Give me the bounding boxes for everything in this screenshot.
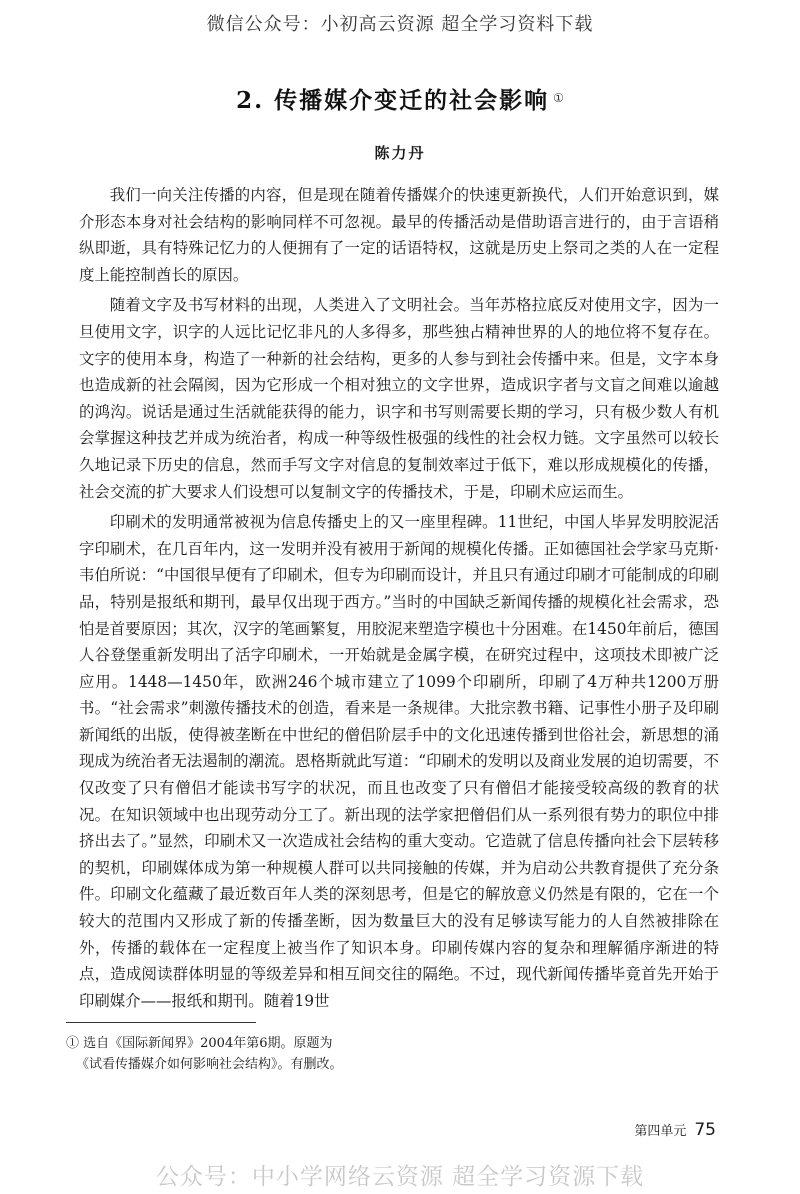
paragraph: 随着文字及书写材料的出现，人类进入了文明社会。当年苏格拉底反对使用文字，因为一旦使用文字，识字的人远比记忆非凡的人多得多，那些独占精神世界的人的地位将不复存在。文字的使用本身，构造了一种新的社会结构，更多的人参与到社会传播中来。但是，文字本身也造成新的社会隔阂，因为它形成一个相对独立的文字世界，造成识字者与文盲之间难以逾越的鸿沟。说话是通过生活就能获得的能力，识字和书写则需要长期的学习，只有极少数人有机会掌握这种技艺并成为统治者，构成一种等级性极强的线性的社会权力链。文字虽然可以较长久地记录下历史的信息，然而手写文字对信息的复制效率过于低下，难以形成规模化的传播，社会交流的扩大要求人们设想可以复制文字的传播技术，于是，印刷术应运而生。 [79,296,719,501]
top-banner: 微信公众号：小初高云资源 超全学习资料下载 [206,14,594,35]
page-number: 75 [694,1120,716,1140]
paragraph: 我们一向关注传播的内容，但是现在随着传播媒介的快速更新换代，人们开始意识到，媒介形态本身对社会结构的影响同样不可忽视。最早的传播活动是借助语言进行的，由于言语稍纵即逝，具有特殊记忆力的人便拥有了一定的话语特权，这就是历史上祭司之类的人在一定程度上能控制酋长的原因。 [79,186,719,284]
footnote-line: 《试看传播媒介如何影响社会结构》。有删改。 [76,1057,343,1072]
page-footer [634,1120,716,1140]
bottom-watermark: 公众号：中小学网络云资源 超全学习资源下载 [155,1164,645,1190]
footnote-divider [66,1022,256,1023]
title-footnote-marker: ① [553,90,564,105]
author: 陈力丹 [374,144,426,162]
article-title: 2. 传播媒介变迁的社会影响 [236,87,550,114]
title-block [0,82,800,115]
footnote-line: ① 选自《国际新闻界》2004年第6期。原题为 [66,1036,333,1051]
paragraph: 印刷术的发明通常被视为信息传播史上的又一座里程碑。11世纪，中国人毕昇发明胶泥活字印刷术，在几百年内，这一发明并没有被用于新闻的规模化传播。正如德国社会学家马克斯·韦伯所说：“中国很早便有了印刷术，但专为印刷而设计，并且只有通过印刷才可能制成的印刷品，特别是报纸和期刊，最早仅出现于西方。”当时的中国缺乏新闻传播的规模化社会需求，恐怕是首要原因；其次，汉字的笔画繁复，用胶泥来塑造字模也十分困难。在1450年前后，德国人谷登堡重新发明出了活字印刷术，一开始就是金属字模，在研究过程中，这项技术即被广泛应用。1448—1450年，欧洲246个城市建立了1099个印刷所，印刷了4万种共1200万册书。“社会需求”刺激传播技术的创造，看来是一条规律。大批宗教书籍、记事性小册子及印刷新闻纸的出版，使得被垄断在中世纪的僧侣阶层手中的文化迅速传播到世俗社会，新思想的涌现成为统治者无法遏制的潮流。恩格斯就此写道：“印刷术的发明以及商业发展的迫切需要，不仅改变了只有僧侣才能读书写字的状况，而且也改变了只有僧侣才能接受较高级的教育的状况。在知识领域中也出现劳动分工了。新出现的法学家把僧侣们从一系列很有势力的职位中排挤出去了。”显然，印刷术又一次造成社会结构的重大变动。它造就了信息传播向社会下层转移的契机，印刷媒体成为第一种规模人群可以共同接触的传媒，并为启动公共教育提供了充分条件。印刷文化蕴藏了最近数百年人类的深刻思考，但是它的解放意义仍然是有限的，它在一个较大的范围内又形成了新的传播垄断，因为数量巨大的没有足够读写能力的人自然被排除在外，传播的载体在一定程度上被当作了知识本身。印刷传媒内容的复杂和理解循序渐进的特点，造成阅读群体明显的等级差异和相互间交往的隔绝。不过，现代新闻传播毕竟首先开始于印刷媒介——报纸和期刊。随着19世 [79,513,719,1010]
article-body [79,182,719,1018]
footnote [66,1033,466,1075]
unit-label: 第四单元 [634,1124,687,1139]
